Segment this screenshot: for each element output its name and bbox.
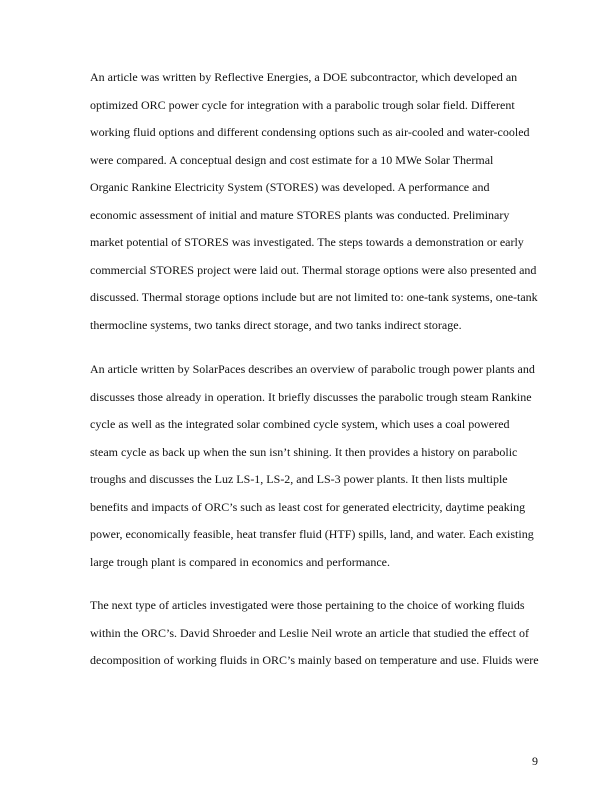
text-line: optimized ORC power cycle for integration with a parabolic trough solar field. Different <box>90 97 515 112</box>
text-line: large trough plant is compared in economics and performance. <box>90 554 391 569</box>
page-number: 9 <box>532 754 538 768</box>
text-line: The next type of articles investigated were those pertaining to the choice of working fluids <box>90 598 525 612</box>
paragraph-solarpaces <box>90 363 540 583</box>
text-line: within the ORC’s. David Shroeder and Leslie Neil wrote an article that studied the effect of <box>90 625 529 640</box>
text-line: troughs and discusses the Luz LS-1, LS-2, and LS-3 power plants. It then lists multiple <box>90 472 508 486</box>
text-line: market potential of STORES was investigated. The steps towards a demonstration or early <box>90 235 524 249</box>
paragraph-working-fluids <box>90 599 540 682</box>
text-line: Organic Rankine Electricity System (STORES) was developed. A performance and <box>90 180 490 194</box>
text-line: thermocline systems, two tanks direct storage, and two tanks indirect storage. <box>90 317 462 332</box>
text-line: cycle as well as the integrated solar combined cycle system, which uses a coal powered <box>90 417 510 431</box>
text-line: benefits and impacts of ORC’s such as least cost for generated electricity, daytime peaking <box>90 499 526 514</box>
text-line: commercial STORES project were laid out. Thermal storage options were also presented and <box>90 262 537 277</box>
text-line: discusses those already in operation. It briefly discusses the parabolic trough steam Rankine <box>90 389 532 404</box>
text-line: economic assessment of initial and mature STORES plants was conducted. Preliminary <box>90 207 510 222</box>
text-line: decomposition of working fluids in ORC’s mainly based on temperature and use. Fluids were <box>90 653 539 667</box>
text-line: were compared. A conceptual design and cost estimate for a 10 MWe Solar Thermal <box>90 152 494 167</box>
text-line: power, economically feasible, heat transfer fluid (HTF) spills, land, and water. Each existing <box>90 527 534 541</box>
paragraph-reflective-energies <box>90 71 540 346</box>
text-line: discussed. Thermal storage options include but are not limited to: one-tank systems, one-tank <box>90 290 538 304</box>
text-line: An article was written by Reflective Energies, a DOE subcontractor, which developed an <box>90 70 518 84</box>
text-line: An article written by SolarPaces describes an overview of parabolic trough power plants and <box>90 362 535 376</box>
text-line: working fluid options and different condensing options such as air-cooled and water-cooled <box>90 125 530 139</box>
text-line: steam cycle as back up when the sun isn’t shining. It then provides a history on parabolic <box>90 444 518 459</box>
